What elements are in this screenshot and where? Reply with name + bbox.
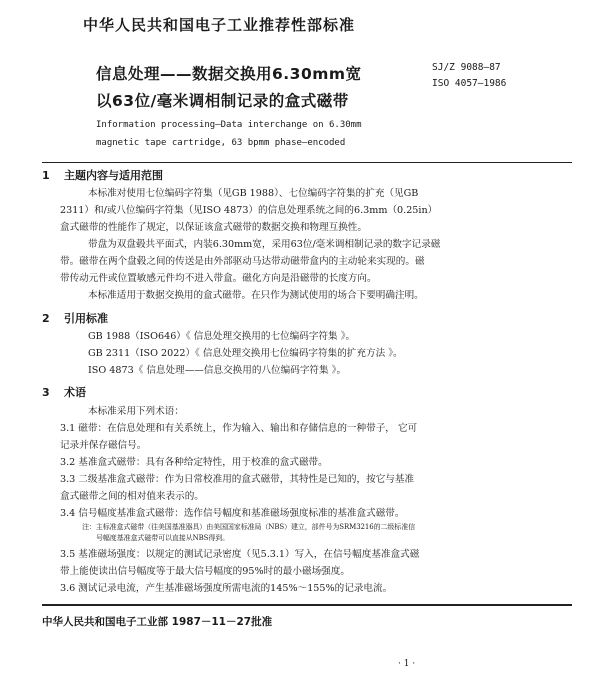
term-line: 3.6 测试记录电流，产生基准磁场强度所需电流的145%～155%的记录电流。: [60, 583, 393, 594]
english-title-line1: Information processing—Data interchange on 6.30mm: [96, 120, 362, 130]
term-line: 带上能使读出信号幅度等于最大信号幅度的95%时的最小磁场强度。: [60, 566, 350, 577]
section-1-line: 本标准对使用七位编码字符集（见GB 1988）、七位编码字符集的扩充（见GB: [88, 188, 419, 199]
section-1-line: 盒式磁带的性能作了规定，以保证该盒式磁带的数据交换和物理互换性。: [60, 222, 367, 233]
iso-code: ISO 4057—1986: [432, 78, 507, 89]
section-1-line: 本标准适用于数据交换用的盒式磁带。在只作为测试使用的场合下要明确注明。: [88, 290, 424, 301]
header-divider: [42, 162, 572, 163]
section-2-heading: [42, 310, 108, 326]
term-line: 3.1 磁带：在信息处理和有关系统上，作为输入、输出和存储信息的一种带子， 它可: [60, 423, 418, 434]
note-line: 号幅度基准盒式磁带可以直接从NBS得到。: [96, 534, 230, 542]
section-1-title: 主题内容与适用范围: [64, 169, 163, 182]
term-line: 3.4 信号幅度基准盒式磁带：选作信号幅度和基准磁场强度标准的基准盒式磁带。: [60, 508, 405, 519]
section-1-line: 2311）和/或八位编码字符集（见ISO 4873）的信息处理系统之间的6.3mm（0.25in）: [60, 205, 438, 216]
term-line: 3.2 基准盒式磁带：具有各种给定特性，用于校准的盒式磁带。: [60, 457, 328, 468]
page-number: · 1 ·: [398, 659, 416, 669]
term-line: 3.5 基准磁场强度：以规定的测试记录密度（见5.3.1）写入，在信号幅度基准盒式磁: [60, 549, 420, 560]
section-1-line: 带。磁带在两个盘毂之间的传送是由外部驱动马达带动磁带盒内的主动轮来实现的。磁: [60, 256, 425, 267]
section-2-title: 引用标准: [64, 312, 108, 325]
term-line: 记录并保存磁信号。: [60, 440, 147, 451]
reference-standard: GB 1988（ISO646）《 信息处理交换用的七位编码字符集 》。: [88, 331, 356, 342]
section-1-line: 带传动元件或位置敏感元件均不进入带盒。磁化方向是沿磁带的长度方向。: [60, 273, 377, 284]
reference-standard: GB 2311（ISO 2022）《 信息处理交换用七位编码字符集的扩充方法 》。: [88, 348, 403, 359]
section-3-heading: [42, 384, 86, 400]
approval-line: 中华人民共和国电子工业部 1987－11－27批准: [42, 616, 273, 628]
term-line: 盒式磁带之间的相对值来表示的。: [60, 491, 204, 502]
org-title: 中华人民共和国电子工业推荐性部标准: [83, 16, 356, 34]
reference-standard: ISO 4873《 信息处理——信息交换用的八位编码字符集 》。: [88, 365, 347, 376]
doc-title-line2: 以63位/毫米调相制记录的盒式磁带: [96, 92, 349, 110]
note-line: 注：主标准盒式磁带（往美国基准器具）由美国国家标准局（NBS）建立，部件号为SRM3216的二级标准信: [82, 523, 416, 531]
section-2-number: 2: [42, 312, 50, 325]
section-1-number: 1: [42, 169, 50, 182]
section-3-intro: 本标准采用下列术语：: [88, 406, 184, 417]
section-1-line: 带盘为双盘毂共平面式，内装6.30mm宽，采用63位/毫米调相制记录的数字记录磁: [88, 239, 441, 250]
section-3-number: 3: [42, 386, 50, 399]
section-1-heading: [42, 167, 163, 183]
doc-title-line1: 信息处理——数据交换用6.30mm宽: [96, 65, 362, 83]
std-code: SJ/Z 9088—87: [432, 62, 501, 73]
section-3-title: 术语: [64, 386, 86, 399]
footer-divider: [42, 604, 572, 606]
english-title-line2: magnetic tape cartridge, 63 bpmm phase—encoded: [96, 138, 346, 148]
term-line: 3.3 二级基准盒式磁带：作为日常校准用的盒式磁带，其特性是已知的，按它与基准: [60, 474, 415, 485]
